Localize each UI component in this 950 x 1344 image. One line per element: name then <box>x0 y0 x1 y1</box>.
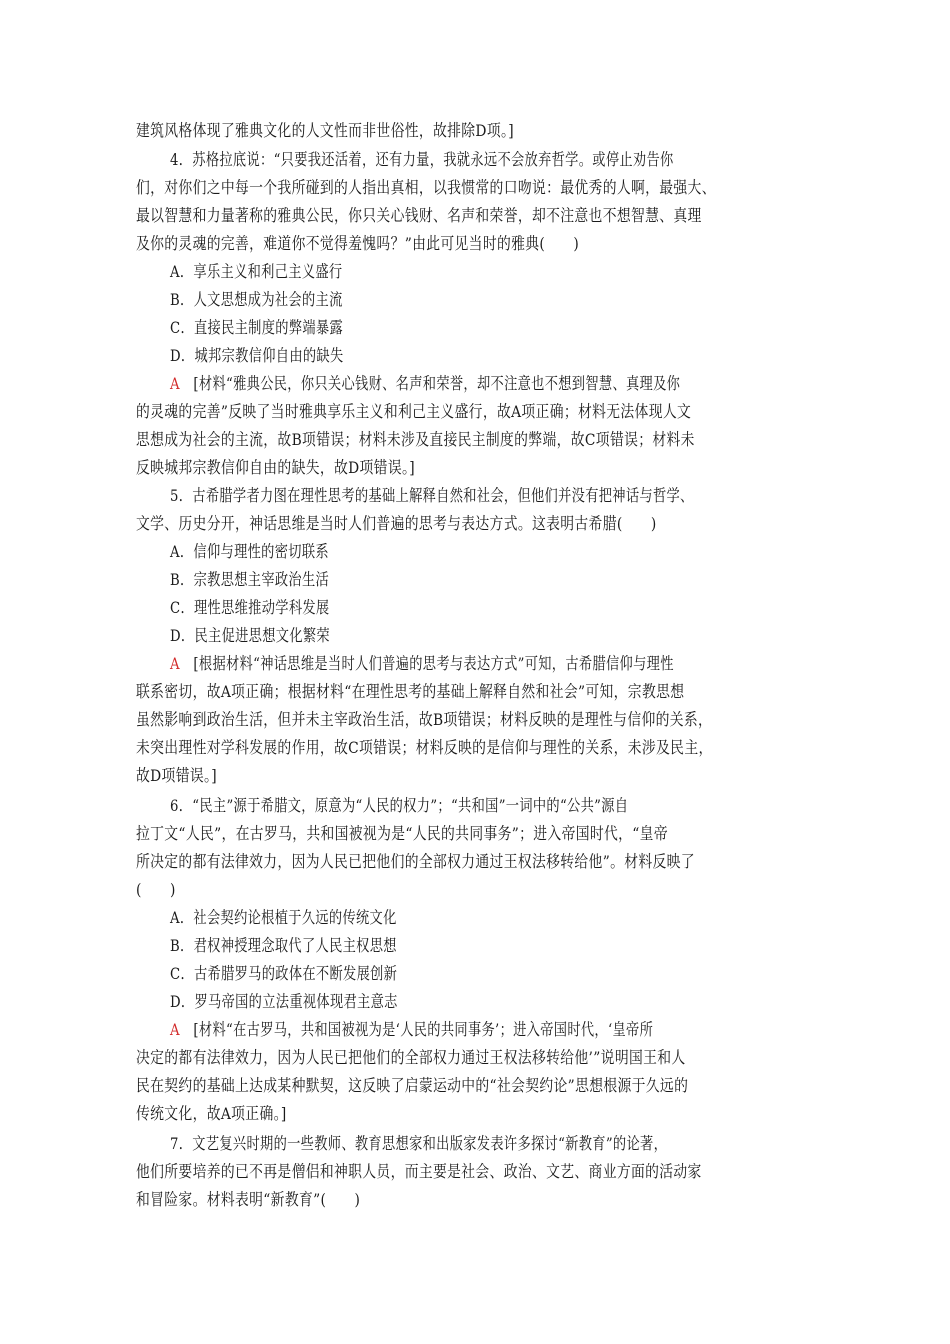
line-text: 们，对你们之中每一个我所碰到的人指出真相，以我惯常的口吻说：最优秀的人啊，最强大、 <box>136 178 716 197</box>
text-line <box>0 1134 950 1154</box>
line-text: [根据材料“神话思维是当时人们普遍的思考与表达方式”可知，古希腊信仰与理性 <box>179 654 674 673</box>
text-line <box>0 430 950 450</box>
answer-letter: A <box>170 1020 180 1039</box>
text-line <box>0 710 950 730</box>
line-text: D．罗马帝国的立法重视体现君主意志 <box>170 992 398 1011</box>
line-text: C．古希腊罗马的政体在不断发展创新 <box>170 964 398 983</box>
text-line <box>0 626 950 646</box>
line-text: A．社会契约论根植于久远的传统文化 <box>170 908 397 927</box>
text-line <box>0 458 950 478</box>
line-text: 4．苏格拉底说：“只要我还活着，还有力量，我就永远不会放弃哲学。或停止劝告你 <box>170 150 674 169</box>
line-text: [材料“雅典公民，你只关心钱财、名声和荣誉，却不注意也不想到智慧、真理及你 <box>179 374 681 393</box>
text-line <box>0 908 950 928</box>
text-line <box>0 374 950 394</box>
text-line <box>0 402 950 422</box>
text-line <box>0 206 950 226</box>
line-text: 及你的灵魂的完善，难道你不觉得羞愧吗？”由此可见当时的雅典( ) <box>136 234 580 253</box>
text-line <box>0 542 950 562</box>
line-text: C．理性思维推动学科发展 <box>170 598 330 617</box>
line-text: B．人文思想成为社会的主流 <box>170 290 343 309</box>
text-line <box>0 824 950 844</box>
text-line <box>0 1020 950 1040</box>
line-text: D．城邦宗教信仰自由的缺失 <box>170 346 344 365</box>
text-line <box>0 796 950 816</box>
line-text: 5．古希腊学者力图在理性思考的基础上解释自然和社会，但他们并没有把神话与哲学、 <box>170 486 694 505</box>
text-line <box>0 964 950 984</box>
line-text: D．民主促进思想文化繁荣 <box>170 626 330 645</box>
text-line <box>0 852 950 872</box>
text-line <box>0 262 950 282</box>
line-text: 未突出理性对学科发展的作用，故C项错误；材料反映的是信仰与理性的关系，未涉及民主， <box>136 738 713 757</box>
text-line <box>0 234 950 254</box>
text-line <box>0 486 950 506</box>
line-text: 思想成为社会的主流，故B项错误；材料未涉及直接民主制度的弊端，故C项错误；材料未 <box>136 430 695 449</box>
line-text: C．直接民主制度的弊端暴露 <box>170 318 344 337</box>
line-text: A．信仰与理性的密切联系 <box>170 542 329 561</box>
text-line <box>0 1190 950 1210</box>
text-line <box>0 570 950 590</box>
line-text: 建筑风格体现了雅典文化的人文性而非世俗性，故排除D项。] <box>136 121 514 140</box>
line-text: 他们所要培养的已不再是僧侣和神职人员，而主要是社会、政治、文艺、商业方面的活动家 <box>136 1162 702 1181</box>
text-line <box>0 738 950 758</box>
text-line <box>0 682 950 702</box>
line-text: B．君权神授理念取代了人民主权思想 <box>170 936 397 955</box>
text-line <box>0 1076 950 1096</box>
text-line <box>0 1104 950 1124</box>
line-text: 拉丁文“人民”，在古罗马，共和国被视为是“人民的共同事务”；进入帝国时代，“皇帝 <box>136 824 668 843</box>
text-line <box>0 766 950 786</box>
text-line <box>0 992 950 1012</box>
text-line <box>0 318 950 338</box>
text-line <box>0 1162 950 1182</box>
text-line <box>0 514 950 534</box>
line-text: B．宗教思想主宰政治生活 <box>170 570 330 589</box>
text-line <box>0 654 950 674</box>
text-line <box>0 121 950 141</box>
line-text: 反映城邦宗教信仰自由的缺失，故D项错误。] <box>136 458 415 477</box>
line-text: 6．“民主”源于希腊文，原意为“人民的权力”；“共和国”一词中的“公共”源自 <box>170 796 629 815</box>
line-text: 虽然影响到政治生活，但并未主宰政治生活，故B项错误；材料反映的是理性与信仰的关系， <box>136 710 713 729</box>
line-text: ( ) <box>136 880 176 899</box>
line-text: 传统文化，故A项正确。] <box>136 1104 287 1123</box>
line-text: 最以智慧和力量著称的雅典公民，你只关心钱财、名声和荣誉，却不注意也不想智慧、真理 <box>136 206 702 225</box>
answer-letter: A <box>170 374 180 393</box>
text-line <box>0 1048 950 1068</box>
answer-letter: A <box>170 654 180 673</box>
text-line <box>0 150 950 170</box>
text-line <box>0 880 950 900</box>
text-line <box>0 178 950 198</box>
line-text: 和冒险家。材料表明“新教育”( ) <box>136 1190 361 1209</box>
text-line <box>0 598 950 618</box>
line-text: 的灵魂的完善”反映了当时雅典享乐主义和利己主义盛行，故A项正确；材料无法体现人文 <box>136 402 692 421</box>
line-text: 故D项错误。] <box>136 766 217 785</box>
line-text: 7．文艺复兴时期的一些教师、教育思想家和出版家发表许多探讨“新教育”的论著， <box>170 1134 668 1153</box>
text-line <box>0 936 950 956</box>
line-text: [材料“在古罗马，共和国被视为是‘人民的共同事务’；进入帝国时代，‘皇帝所 <box>179 1020 654 1039</box>
line-text: 联系密切，故A项正确；根据材料“在理性思考的基础上解释自然和社会”可知，宗教思想 <box>136 682 685 701</box>
text-line <box>0 290 950 310</box>
line-text: 民在契约的基础上达成某种默契，这反映了启蒙运动中的“社会契约论”思想根源于久远的 <box>136 1076 689 1095</box>
line-text: 所决定的都有法律效力，因为人民已把他们的全部权力通过王权法移转给他”。材料反映了 <box>136 852 695 871</box>
line-text: A．享乐主义和利己主义盛行 <box>170 262 343 281</box>
line-text: 文学、历史分开，神话思维是当时人们普遍的思考与表达方式。这表明古希腊( ) <box>136 514 657 533</box>
line-text: 决定的都有法律效力，因为人民已把他们的全部权力通过王权法移转给他’”说明国王和人 <box>136 1048 686 1067</box>
text-line <box>0 346 950 366</box>
